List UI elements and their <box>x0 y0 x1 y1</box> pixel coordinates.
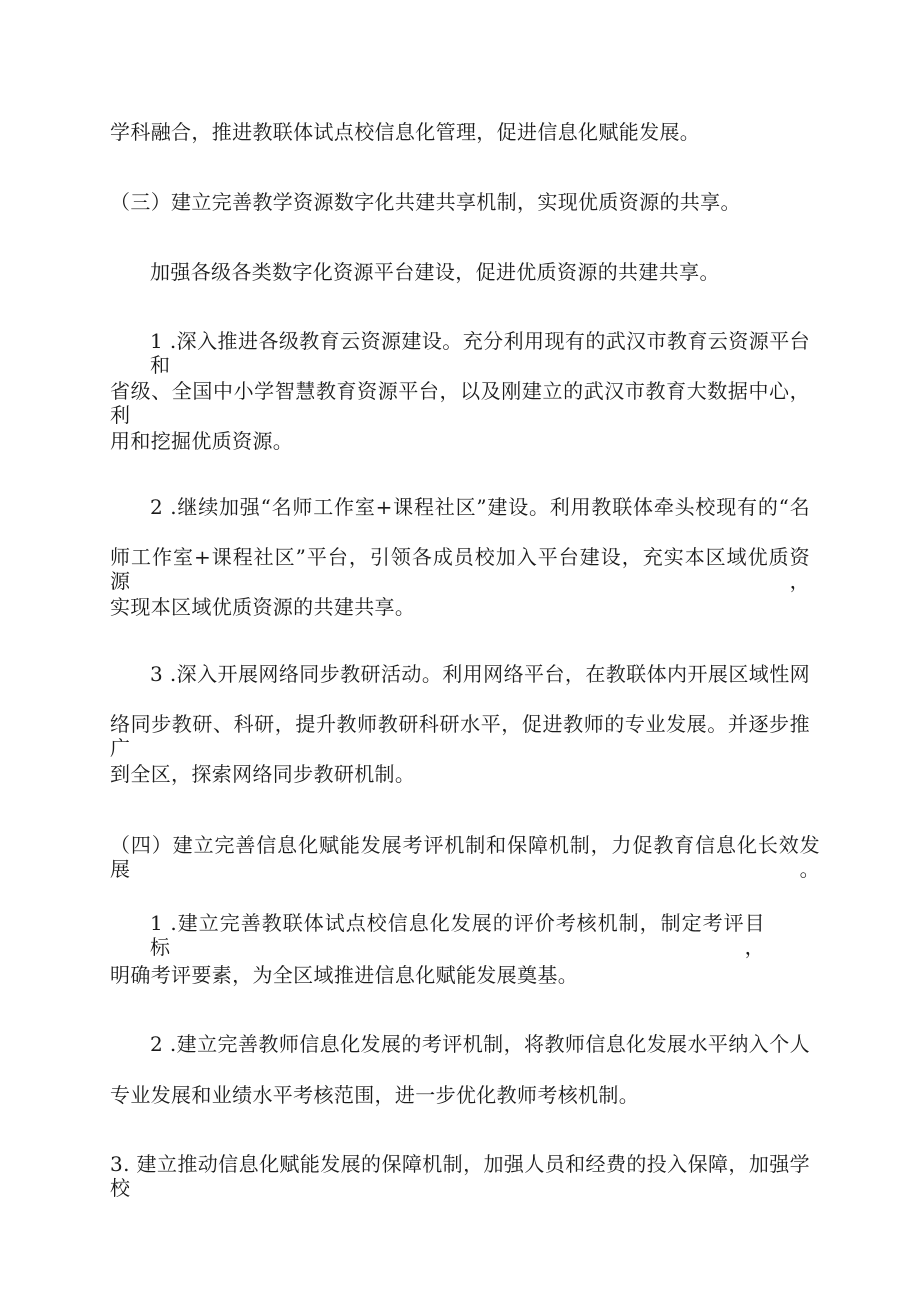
text-line-16: 2 .建立完善教师信息化发展的考评机制，将教师信息化发展水平纳入个人 <box>150 1032 810 1056</box>
section-heading-3: （三）建立完善教学资源数字化共建共享机制，实现优质资源的共享。 <box>110 190 741 214</box>
text-line-11: 络同步教研、科研，提升教师教研科研水平，促进教师的专业发展。并逐步推广 <box>110 712 810 760</box>
text-line-4: 1 .深入推进各级教育云资源建设。充分利用现有的武汉市教育云资源平台和 <box>150 329 810 377</box>
text-line-15: 明确考评要素，为全区域推进信息化赋能发展奠基。 <box>110 963 579 987</box>
text-line-18: 3. 建立推动信息化赋能发展的保障机制，加强人员和经费的投入保障，加强学校 <box>110 1152 810 1200</box>
text-line-9: 实现本区域优质资源的共建共享。 <box>110 595 416 619</box>
text-line-7: 2 .继续加强“名师工作室+课程社区”建设。利用教联体牵头校现有的“名 <box>150 495 810 519</box>
text-line-6: 用和挖掘优质资源。 <box>110 429 294 453</box>
text-line-12: 到全区，探索网络同步教研机制。 <box>110 762 416 786</box>
text-line-10: 3 .深入开展网络同步教研活动。利用网络平台，在教联体内开展区域性网 <box>150 662 810 686</box>
text-line-1: 学科融合，推进教联体试点校信息化管理，促进信息化赋能发展。 <box>110 120 701 144</box>
text-line-5: 省级、全国中小学智慧教育资源平台，以及刚建立的武汉市教育大数据中心，利 <box>110 379 810 427</box>
text-line-3: 加强各级各类数字化资源平台建设，促进优质资源的共建共享。 <box>150 260 720 284</box>
section-heading-4: （四）建立完善信息化赋能发展考评机制和保障机制，力促教育信息化长效发展。 <box>110 833 820 881</box>
text-line-17: 专业发展和业绩水平考核范围，进一步优化教师考核机制。 <box>110 1083 640 1107</box>
text-line-14: 1 .建立完善教联体试点校信息化发展的评价考核机制，制定考评目标， <box>150 911 765 959</box>
text-line-8: 师工作室+课程社区”平台，引领各成员校加入平台建设，充实本区域优质资源， <box>110 545 810 593</box>
